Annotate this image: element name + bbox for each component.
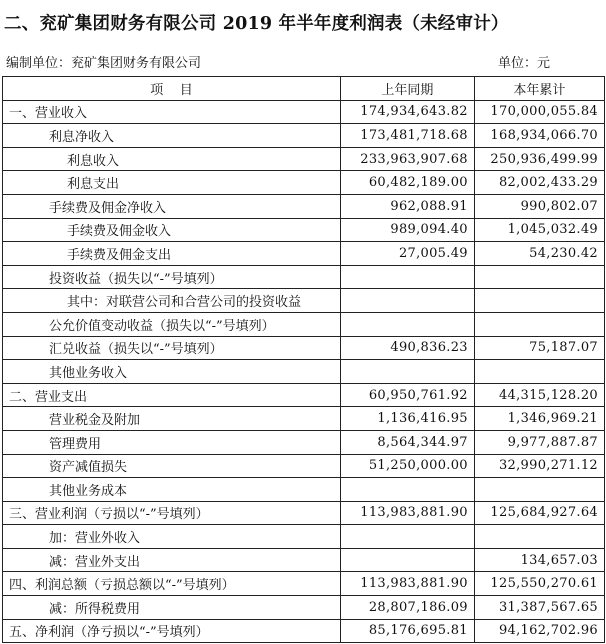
prev-period-value: 962,088.91 xyxy=(341,194,475,218)
prev-period-value: 27,005.49 xyxy=(341,242,475,266)
prev-period-value: 60,482,189.00 xyxy=(341,171,475,195)
current-period-value: 82,002,433.29 xyxy=(474,171,604,195)
table-row xyxy=(3,218,605,242)
row-label: 手续费及佣金净收入 xyxy=(3,194,341,218)
row-label: 减：营业外支出 xyxy=(3,548,341,572)
current-period-value: 1,346,969.21 xyxy=(474,407,604,431)
current-period-value: 170,000,055.84 xyxy=(474,100,604,124)
table-row xyxy=(3,596,605,620)
header-current-period: 本年累计 xyxy=(474,77,604,101)
current-period-value: 94,162,702.96 xyxy=(474,619,604,643)
row-label: 一、营业收入 xyxy=(3,100,341,124)
document-title: 二、兖矿集团财务有限公司 2019 年半年度利润表（未经审计） xyxy=(4,14,509,34)
row-label: 三、营业利润（亏损以“-”号填列） xyxy=(3,501,341,525)
table-row xyxy=(3,430,605,454)
row-label: 公允价值变动收益（损失以“-”号填列） xyxy=(3,312,341,336)
current-period-value: 125,684,927.64 xyxy=(474,501,604,525)
prev-period-value: 8,564,344.97 xyxy=(341,430,475,454)
header-prev-period: 上年同期 xyxy=(341,77,475,101)
table-row xyxy=(3,194,605,218)
current-period-value xyxy=(474,525,604,549)
row-label: 手续费及佣金支出 xyxy=(3,242,341,266)
table-row xyxy=(3,265,605,289)
row-label: 利息净收入 xyxy=(3,124,341,148)
row-label: 其他业务成本 xyxy=(3,478,341,502)
table-row xyxy=(3,312,605,336)
row-label: 其他业务收入 xyxy=(3,360,341,384)
row-label: 二、营业支出 xyxy=(3,383,341,407)
current-period-value xyxy=(474,478,604,502)
current-period-value: 32,990,271.12 xyxy=(474,454,604,478)
row-label: 五、净利润（净亏损以“-”号填列） xyxy=(3,619,341,643)
table-row xyxy=(3,289,605,313)
row-label: 减：所得税费用 xyxy=(3,596,341,620)
prev-period-value: 113,983,881.90 xyxy=(341,572,475,596)
current-period-value: 1,045,032.49 xyxy=(474,218,604,242)
prev-period-value: 233,963,907.68 xyxy=(341,147,475,171)
prev-period-value: 60,950,761.92 xyxy=(341,383,475,407)
table-header xyxy=(3,77,605,101)
current-period-value: 250,936,499.99 xyxy=(474,147,604,171)
current-period-value: 54,230.42 xyxy=(474,242,604,266)
prev-period-value xyxy=(341,548,475,572)
row-label: 投资收益（损失以“-”号填列） xyxy=(3,265,341,289)
row-label: 加：营业外收入 xyxy=(3,525,341,549)
header-item: 项 目 xyxy=(3,77,341,101)
current-period-value: 9,977,887.87 xyxy=(474,430,604,454)
prev-period-value: 989,094.40 xyxy=(341,218,475,242)
current-period-value: 44,315,128.20 xyxy=(474,383,604,407)
row-label: 四、利润总额（亏损总额以“-”号填列） xyxy=(3,572,341,596)
prev-period-value xyxy=(341,289,475,313)
table-row xyxy=(3,242,605,266)
row-label: 利息支出 xyxy=(3,171,341,195)
current-period-value: 990,802.07 xyxy=(474,194,604,218)
table-row xyxy=(3,501,605,525)
current-period-value: 125,550,270.61 xyxy=(474,572,604,596)
current-period-value: 75,187.07 xyxy=(474,336,604,360)
row-label: 利息收入 xyxy=(3,147,341,171)
table-row xyxy=(3,478,605,502)
prev-period-value xyxy=(341,525,475,549)
currency-unit: 单位：元 xyxy=(498,56,551,71)
prev-period-value: 28,807,186.09 xyxy=(341,596,475,620)
row-label: 营业税金及附加 xyxy=(3,407,341,431)
prev-period-value: 173,481,718.68 xyxy=(341,124,475,148)
table-row xyxy=(3,147,605,171)
prev-period-value xyxy=(341,265,475,289)
prev-period-value: 113,983,881.90 xyxy=(341,501,475,525)
table-row xyxy=(3,171,605,195)
current-period-value xyxy=(474,289,604,313)
table-row xyxy=(3,124,605,148)
current-period-value xyxy=(474,360,604,384)
current-period-value xyxy=(474,312,604,336)
prev-period-value: 490,836.23 xyxy=(341,336,475,360)
prev-period-value: 174,934,643.82 xyxy=(341,100,475,124)
prev-period-value: 1,136,416.95 xyxy=(341,407,475,431)
table-row xyxy=(3,383,605,407)
table-row xyxy=(3,407,605,431)
table-row xyxy=(3,454,605,478)
prev-period-value: 85,176,695.81 xyxy=(341,619,475,643)
current-period-value xyxy=(474,265,604,289)
current-period-value: 168,934,066.70 xyxy=(474,124,604,148)
table-row xyxy=(3,619,605,643)
table-row xyxy=(3,548,605,572)
current-period-value: 134,657.03 xyxy=(474,548,604,572)
table-row xyxy=(3,360,605,384)
table-row xyxy=(3,336,605,360)
row-label: 管理费用 xyxy=(3,430,341,454)
row-label: 汇兑收益（损失以“-”号填列） xyxy=(3,336,341,360)
prev-period-value xyxy=(341,478,475,502)
prev-period-value: 51,250,000.00 xyxy=(341,454,475,478)
table-row xyxy=(3,525,605,549)
prev-period-value xyxy=(341,360,475,384)
compiling-unit: 编制单位：兖矿集团财务有限公司 xyxy=(6,56,202,71)
income-statement-table xyxy=(2,76,605,643)
prev-period-value xyxy=(341,312,475,336)
row-label: 资产减值损失 xyxy=(3,454,341,478)
table-row xyxy=(3,572,605,596)
row-label: 手续费及佣金收入 xyxy=(3,218,341,242)
row-label: 其中：对联营公司和合营公司的投资收益 xyxy=(3,289,341,313)
table-row xyxy=(3,100,605,124)
current-period-value: 31,387,567.65 xyxy=(474,596,604,620)
